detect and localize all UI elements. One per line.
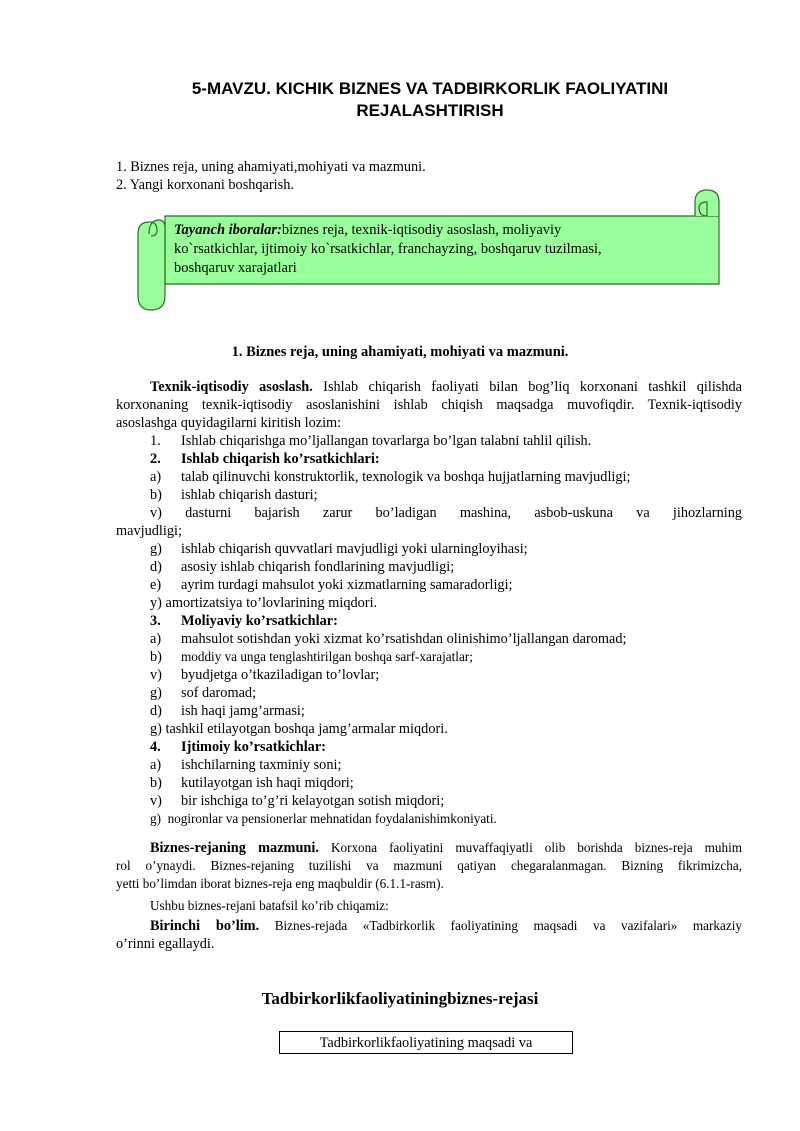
list-item: v) bir ishchiga to’g’ri kelayotgan sotish miqdori; <box>150 793 445 809</box>
indicator-list <box>150 432 742 504</box>
intro-text: Ishlab chiqarish faoliyati bilan bog’liq korxonani tashkil qilishda <box>312 379 742 395</box>
content-paragraph: Biznes-rejaning mazmuni. Korxona faoliyatini muvaffaqiyatli olib borishda biznes-reja muhim rol o’ynaydi. Biznes-rejaning tuzilishi va mazmuni qatiyan chegaralanmagan. Bizning fikrimizcha, yetti bo’limdan iborat biznes-reja eng maqbuldir (6.1.1-rasm). <box>116 840 742 891</box>
first-section-paragraph: Birinchi bo’lim. Biznes-rejada «Tadbirkorlik faoliyatining maqsadi va vazifalari» markaziy o’rinni egallaydi. <box>116 918 742 952</box>
diagram-box: Tadbirkorlikfaoliyatining maqsadi va <box>279 1031 573 1054</box>
list-heading: 2. Ishlab chiqarish ko’rsatkichlari: <box>150 451 380 467</box>
content-bold: Biznes-rejaning mazmuni. <box>150 840 319 856</box>
keywords-text <box>174 221 694 278</box>
list-item: g) sof daromad; <box>150 685 257 701</box>
outline-item: 2. Yangi korxonani boshqarish. <box>116 177 294 193</box>
title-line-1: 5-MAVZU. KICHIK BIZNES VA TADBIRKORLIK FAOLIYATINI <box>191 79 669 98</box>
first-section-bold: Birinchi bo’lim. <box>150 918 260 934</box>
intro-text: asoslashga quyidagilarni kiritish lozim: <box>116 415 342 431</box>
list-item-wrapped: v) dasturni bajarish zarur bo’ladigan mashina, asbob-uskuna va jihozlarning mavjudligi; <box>116 505 742 539</box>
intro-paragraph <box>116 378 742 432</box>
title-line-2: REJALASHTIRISH <box>356 101 504 120</box>
list-item: b) kutilayotgan ish haqi miqdori; <box>150 775 354 791</box>
list-item: b) ishlab chiqarish dasturi; <box>150 487 318 503</box>
list-item: g) nogironlar va pensionerlar mehnatidan foydalanishimkoniyati. <box>150 811 497 826</box>
outline-item: 1. Biznes reja, uning ahamiyati,mohiyati va mazmuni. <box>116 159 426 175</box>
list-item: a) mahsulot sotishdan yoki xizmat ko’rsatishdan olinishimo’ljallangan daromad; <box>150 631 627 647</box>
list-item: y) amortizatsiya to’lovlarining miqdori. <box>150 595 378 611</box>
list-item: e) ayrim turdagi mahsulot yoki xizmatlarning samaradorligi; <box>150 577 513 593</box>
diagram-title: Tadbirkorlikfaoliyatiningbiznes-rejasi <box>261 989 539 1008</box>
keywords-line: biznes reja, texnik-iqtisodiy asoslash, moliyaviy <box>281 222 562 238</box>
list-item: 1. Ishlab chiqarishga mo’ljallangan tovarlarga bo’lgan talabni tahlil qilish. <box>150 433 592 449</box>
list-item: d) asosiy ishlab chiqarish fondlarining mavjudligi; <box>150 559 455 575</box>
list-item: a) ishchilarning taxminiy soni; <box>150 757 342 773</box>
intro-text: korxonaning texnik-iqtisodiy asoslanishini ishlab chiqish maqsadga muvofiqdir. Texnik-iqtisodiy <box>116 397 742 413</box>
list-heading: 4. Ijtimoiy ko’rsatkichlar: <box>150 739 326 755</box>
indicator-list-cont <box>150 540 742 828</box>
list-item: v) byudjetga o’tkaziladigan to’lovlar; <box>150 667 380 683</box>
keywords-label: Tayanch iboralar: <box>174 222 282 238</box>
section-heading: 1. Biznes reja, uning ahamiyati, mohiyati va mazmuni. <box>231 344 569 360</box>
intro-bold: Texnik-iqtisodiy asoslash. <box>150 379 313 395</box>
document-title <box>110 78 750 122</box>
list-heading: 3. Moliyaviy ko’rsatkichlar: <box>150 613 338 629</box>
ushbu-line: Ushbu biznes-rejani batafsil ko’rib chiqamiz: <box>150 898 389 913</box>
list-item: b) moddiy va unga tenglashtirilgan boshqa sarf-xarajatlar; <box>150 649 473 665</box>
keywords-line: boshqaruv xarajatlari <box>174 260 297 276</box>
list-item: g) ishlab chiqarish quvvatlari mavjudligi yoki ularningloyihasi; <box>150 541 528 557</box>
keywords-line: ko`rsatkichlar, ijtimoiy ko`rsatkichlar, franchayzing, boshqaruv tuzilmasi, <box>174 241 602 257</box>
list-item: a) talab qilinuvchi konstruktorlik, texnologik va boshqa hujjatlarning mavjudligi; <box>150 469 631 485</box>
list-item: g) tashkil etilayotgan boshqa jamg’armalar miqdori. <box>150 721 448 737</box>
list-item: d) ish haqi jamg’armasi; <box>150 703 305 719</box>
